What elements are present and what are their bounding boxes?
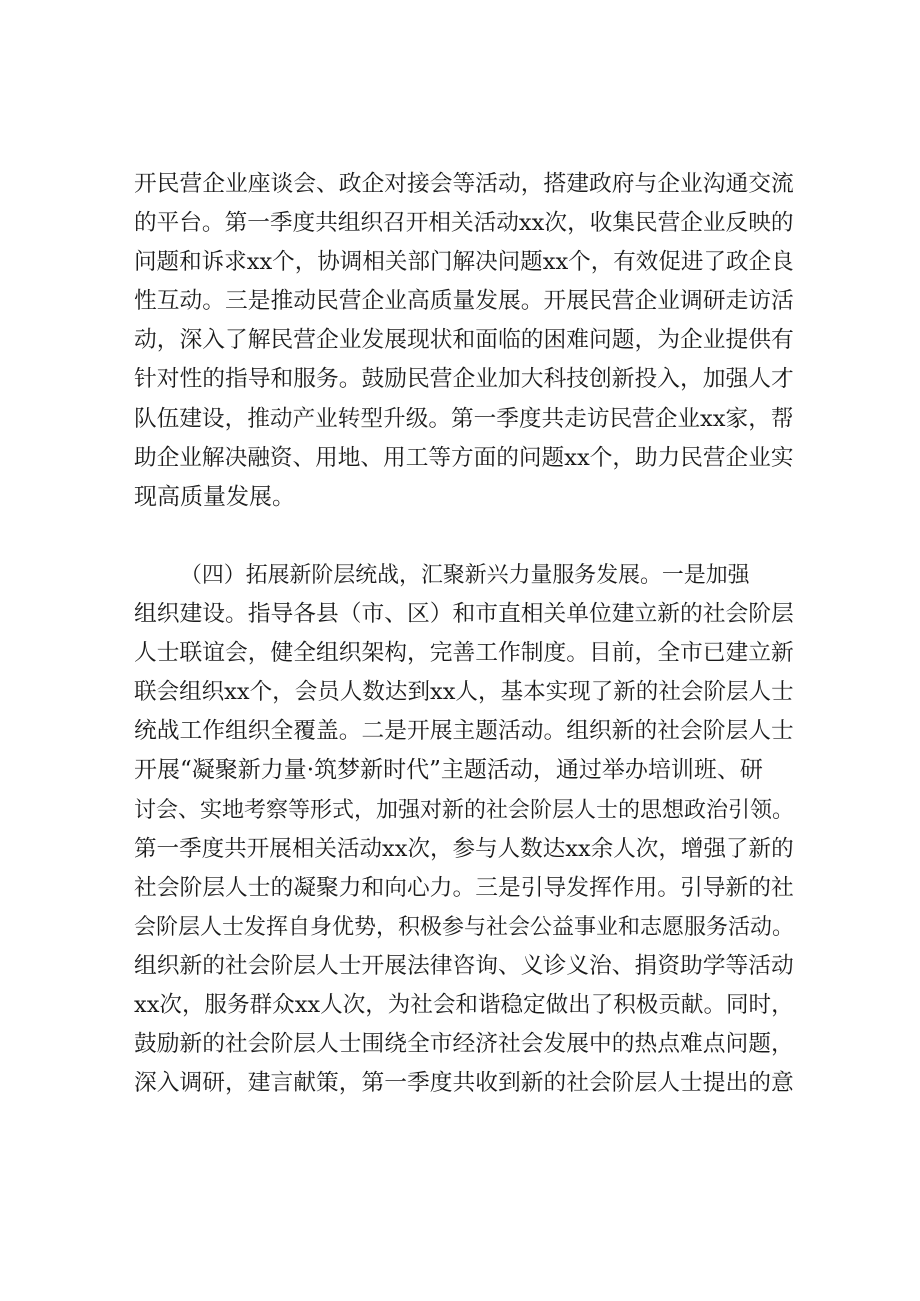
text-line: 现高质量发展。: [134, 483, 295, 510]
text-line: 组织新的社会阶层人士开展法律咨询、义诊义治、捐资助学等活动: [134, 952, 794, 979]
text-line: 问题和诉求xx个，协调相关部门解决问题xx个，有效促进了政企良: [134, 249, 794, 276]
text-line: 会阶层人士发挥自身优势，积极参与社会公益事业和志愿服务活动。: [134, 914, 795, 940]
text-line: 联会组织xx个，会员人数达到xx人，基本实现了新的社会阶层人士: [134, 679, 794, 706]
text-line: 组织建设。指导各县（市、区）和市直相关单位建立新的社会阶层: [134, 601, 794, 628]
text-line: 针对性的指导和服务。鼓励民营企业加大科技创新投入，加强人才: [134, 366, 794, 393]
text-line: 队伍建设，推动产业转型升级。第一季度共走访民营企业xx家，帮: [134, 405, 794, 432]
text-line: 助企业解决融资、用地、用工等方面的问题xx个，助力民营企业实: [134, 444, 794, 471]
text-line: 讨会、实地考察等形式，加强对新的社会阶层人士的思想政治引领。: [134, 797, 795, 823]
text-line: 社会阶层人士的凝聚力和向心力。三是引导发挥作用。引导新的社: [134, 874, 794, 901]
paragraph-new-social-class: [134, 556, 794, 1103]
text-line: 鼓励新的社会阶层人士围绕全市经济社会发展中的热点难点问题，: [134, 1031, 794, 1058]
text-line: 性互动。三是推动民营企业高质量发展。开展民营企业调研走访活: [134, 288, 794, 315]
text-line: 的平台。第一季度共组织召开相关活动xx次，收集民营企业反映的: [134, 210, 794, 237]
text-line: 统战工作组织全覆盖。二是开展主题活动。组织新的社会阶层人士: [134, 718, 794, 745]
text-line: 动，深入了解民营企业发展现状和面临的困难问题，为企业提供有: [134, 327, 794, 354]
paragraph-private-enterprise: [134, 165, 794, 517]
text-line: 开民营企业座谈会、政企对接会等活动，搭建政府与企业沟通交流: [134, 171, 794, 197]
text-line: 人士联谊会，健全组织架构，完善工作制度。目前，全市已建立新: [134, 640, 794, 667]
text-line: 第一季度共开展相关活动xx次，参与人数达xx余人次，增强了新的: [134, 835, 794, 862]
text-line: 开展“凝聚新力量·筑梦新时代”主题活动，通过举办培训班、研: [134, 757, 763, 784]
text-line: 深入调研，建言献策，第一季度共收到新的社会阶层人士提出的意: [134, 1070, 794, 1097]
text-line: xx次，服务群众xx人次，为社会和谐稳定做出了积极贡献。同时，: [134, 992, 794, 1019]
text-line: （四）拓展新阶层统战，汇聚新兴力量服务发展。一是加强: [180, 563, 750, 588]
